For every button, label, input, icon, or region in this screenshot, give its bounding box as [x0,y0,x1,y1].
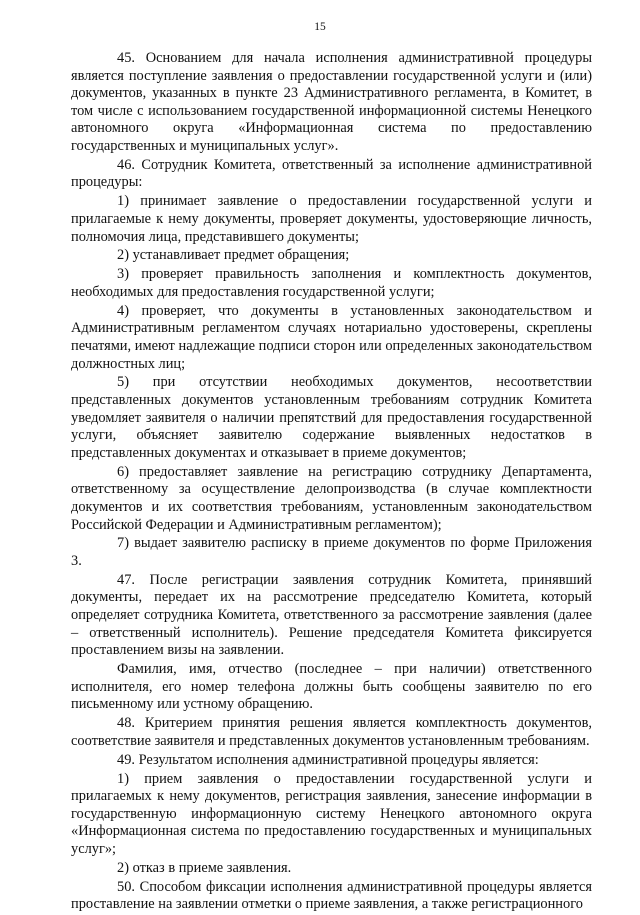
paragraph-49-item-1: 1) прием заявления о предоставлении государственной услуги и прилагаемых к нему документов, регистрация заявления, занесение информации в государственную информационную систему Ненецкого автономного округа «Информационная система по предоставлению государственных и муниципальных услуг»; [71,770,592,857]
paragraph-46-item-5: 5) при отсутствии необходимых документов, несоответствии представленных документов установленным требованиям сотрудник Комитета уведомляет заявителя о наличии препятствий для предоставления государственной услуги, объясняет заявителю содержание выявленных недостатков в представленных документах и отказывает в приеме документов; [71,374,592,461]
paragraph-47: 47. После регистрации заявления сотрудник Комитета, принявший документы, передает их на рассмотрение председателю Комитета, который определяет сотрудника Комитета, ответственного за рассмотрение заявления (далее – ответственный исполнитель). Решение председателя Комитета фиксируется проставлением визы на заявлении. [71,571,592,659]
paragraph-46-item-6: 6) предоставляет заявление на регистрацию сотруднику Департамента, ответственному за осуществление делопроизводства (в случае комплектности документов и их соответствия требованиям, установленным законодательством Российской Федерации и Административным регламентом); [71,463,592,533]
page-number: 15 [314,21,326,33]
paragraph-46-item-3: 3) проверяет правильность заполнения и комплектность документов, необходимых для предоставления государственной услуги; [71,266,592,300]
paragraph-46-item-7: 7) выдает заявителю расписку в приеме документов по форме Приложения 3. [71,535,592,569]
paragraph-46: 46. Сотрудник Комитета, ответственный за исполнение административной процедуры: [71,156,592,191]
paragraph-46-item-4: 4) проверяет, что документы в установленных законодательством и Административным регламентом случаях нотариально удостоверены, скреплены печатями, имеют надлежащие подписи сторон или определенных законодательством должностных лиц; [71,302,592,372]
paragraph-49: 49. Результатом исполнения административной процедуры является: [117,751,539,768]
paragraph-46-item-2: 2) устанавливает предмет обращения; [117,247,350,264]
paragraph-49-item-2: 2) отказ в приеме заявления. [117,859,292,876]
paragraph-45: 45. Основанием для начала исполнения административной процедуры является поступление заявления о предоставлении государственной услуги и (или) документов, указанных в пункте 23 Административного регламента, в Комитет, в том числе с использованием государственной информационной системы Ненецкого автономного округа «Информационная система по предоставлению государственных и муниципальных услуг». [71,50,592,154]
paragraph-46-item-1: 1) принимает заявление о предоставлении государственной услуги и прилагаемые к нему документы, проверяет документы, удостоверяющие личность, полномочия лица, представившего документы; [71,193,592,245]
paragraph-47-contact: Фамилия, имя, отчество (последнее – при наличии) ответственного исполнителя, его номер телефона должны быть сообщены заявителю по его письменному или устному обращению. [71,661,592,713]
document-body [71,50,592,915]
paragraph-50: 50. Способом фиксации исполнения административной процедуры является проставление на заявлении отметки о приеме заявления, а также регистрационного [71,878,592,913]
paragraph-48: 48. Критерием принятия решения является комплектность документов, соответствие заявителя и представленных документов установленным требованиям. [71,715,592,749]
